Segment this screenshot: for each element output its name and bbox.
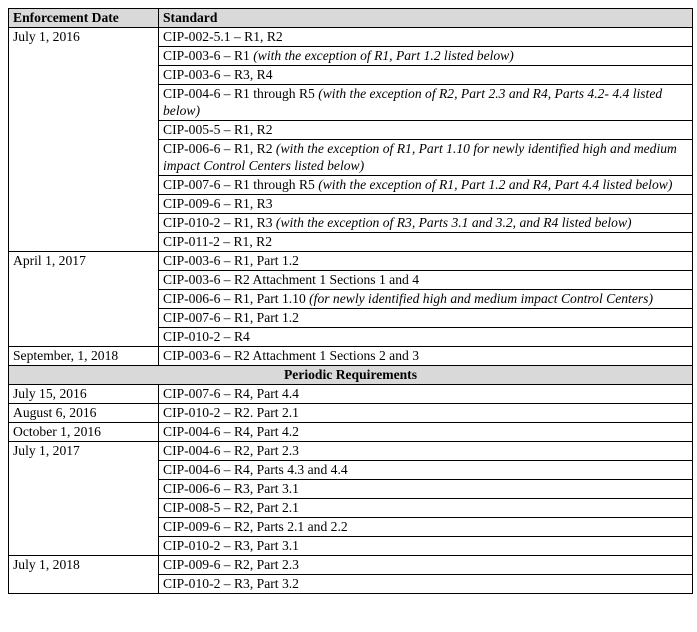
standard-cell [159, 385, 693, 404]
standard-note: (with the exception of R1, Part 1.2 listed below) [253, 48, 514, 63]
standard-cell [159, 404, 693, 423]
standard-cell [159, 121, 693, 140]
table-row [9, 252, 693, 271]
standard-cell [159, 271, 693, 290]
standard-text: CIP-009-6 – R2, Parts 2.1 and 2.2 [163, 519, 348, 534]
standard-cell [159, 575, 693, 594]
standard-cell [159, 518, 693, 537]
standard-text: CIP-006-6 – R1, R2 [163, 141, 276, 156]
periodic-requirements-row [9, 366, 693, 385]
standard-cell [159, 309, 693, 328]
standard-cell [159, 28, 693, 47]
enforcement-date-cell: July 1, 2018 [9, 556, 159, 594]
standard-cell [159, 233, 693, 252]
enforcement-date-cell: July 1, 2016 [9, 28, 159, 252]
standard-text: CIP-009-6 – R2, Part 2.3 [163, 557, 299, 572]
standard-text: CIP-010-2 – R2. Part 2.1 [163, 405, 299, 420]
table-row [9, 423, 693, 442]
standard-text: CIP-011-2 – R1, R2 [163, 234, 273, 249]
standard-note: (with the exception of R1, Part 1.2 and R4, Part 4.4 listed below) [318, 177, 673, 192]
standard-cell [159, 214, 693, 233]
standard-cell [159, 537, 693, 556]
header-row [9, 9, 693, 28]
enforcement-date-cell: August 6, 2016 [9, 404, 159, 423]
standard-text: CIP-010-2 – R3, Part 3.1 [163, 538, 299, 553]
standard-cell [159, 328, 693, 347]
standard-cell [159, 195, 693, 214]
standard-cell [159, 66, 693, 85]
standard-text: CIP-009-6 – R1, R3 [163, 196, 273, 211]
header-standard: Standard [159, 9, 693, 28]
standard-cell [159, 461, 693, 480]
standard-cell [159, 442, 693, 461]
enforcement-date-cell: July 1, 2017 [9, 442, 159, 556]
standard-text: CIP-002-5.1 – R1, R2 [163, 29, 283, 44]
standard-cell [159, 176, 693, 195]
standard-cell [159, 85, 693, 121]
standard-text: CIP-010-2 – R4 [163, 329, 250, 344]
standard-text: CIP-006-6 – R1, Part 1.10 [163, 291, 310, 306]
standard-text: CIP-010-2 – R3, Part 3.2 [163, 576, 299, 591]
standard-text: CIP-004-6 – R4, Parts 4.3 and 4.4 [163, 462, 348, 477]
standard-text: CIP-004-6 – R4, Part 4.2 [163, 424, 299, 439]
standard-text: CIP-007-6 – R4, Part 4.4 [163, 386, 299, 401]
enforcement-date-cell: October 1, 2016 [9, 423, 159, 442]
standard-cell [159, 252, 693, 271]
standard-text: CIP-010-2 – R1, R3 [163, 215, 276, 230]
standard-cell [159, 556, 693, 575]
standard-cell [159, 290, 693, 309]
enforcement-table [8, 8, 693, 594]
standard-text: CIP-003-6 – R2 Attachment 1 Sections 2 and 3 [163, 348, 419, 363]
standard-text: CIP-008-5 – R2, Part 2.1 [163, 500, 299, 515]
table-row [9, 404, 693, 423]
standard-text: CIP-004-6 – R2, Part 2.3 [163, 443, 299, 458]
standard-text: CIP-006-6 – R3, Part 3.1 [163, 481, 299, 496]
enforcement-date-cell: April 1, 2017 [9, 252, 159, 347]
standard-text: CIP-007-6 – R1 through R5 [163, 177, 319, 192]
standard-note: (with the exception of R3, Parts 3.1 and 3.2, and R4 listed below) [275, 215, 632, 230]
standard-cell [159, 347, 693, 366]
standard-text: CIP-003-6 – R1, Part 1.2 [163, 253, 299, 268]
table-row [9, 385, 693, 404]
enforcement-date-cell: September, 1, 2018 [9, 347, 159, 366]
standard-note: (for newly identified high and medium impact Control Centers) [309, 291, 653, 306]
standard-text: CIP-004-6 – R1 through R5 [163, 86, 319, 101]
standard-text: CIP-007-6 – R1, Part 1.2 [163, 310, 299, 325]
table-row [9, 28, 693, 47]
enforcement-date-cell: July 15, 2016 [9, 385, 159, 404]
standard-note: (with the exception of R2, Part 2.3 and R4, Parts 4.2- 4.4 listed below) [163, 86, 663, 118]
standard-cell [159, 47, 693, 66]
header-enforcement-date: Enforcement Date [9, 9, 159, 28]
standard-cell [159, 499, 693, 518]
standard-note: (with the exception of R1, Part 1.10 for newly identified high and medium impact Control Centers listed below) [163, 141, 677, 173]
table-body [9, 28, 693, 594]
standard-cell [159, 480, 693, 499]
standard-text: CIP-003-6 – R1 [163, 48, 254, 63]
table-row [9, 347, 693, 366]
standard-text: CIP-003-6 – R3, R4 [163, 67, 273, 82]
section-title: Periodic Requirements [9, 366, 693, 385]
table-row [9, 442, 693, 461]
table-row [9, 556, 693, 575]
standard-text: CIP-003-6 – R2 Attachment 1 Sections 1 and 4 [163, 272, 419, 287]
standard-text: CIP-005-5 – R1, R2 [163, 122, 273, 137]
standard-cell [159, 423, 693, 442]
standard-cell [159, 140, 693, 176]
